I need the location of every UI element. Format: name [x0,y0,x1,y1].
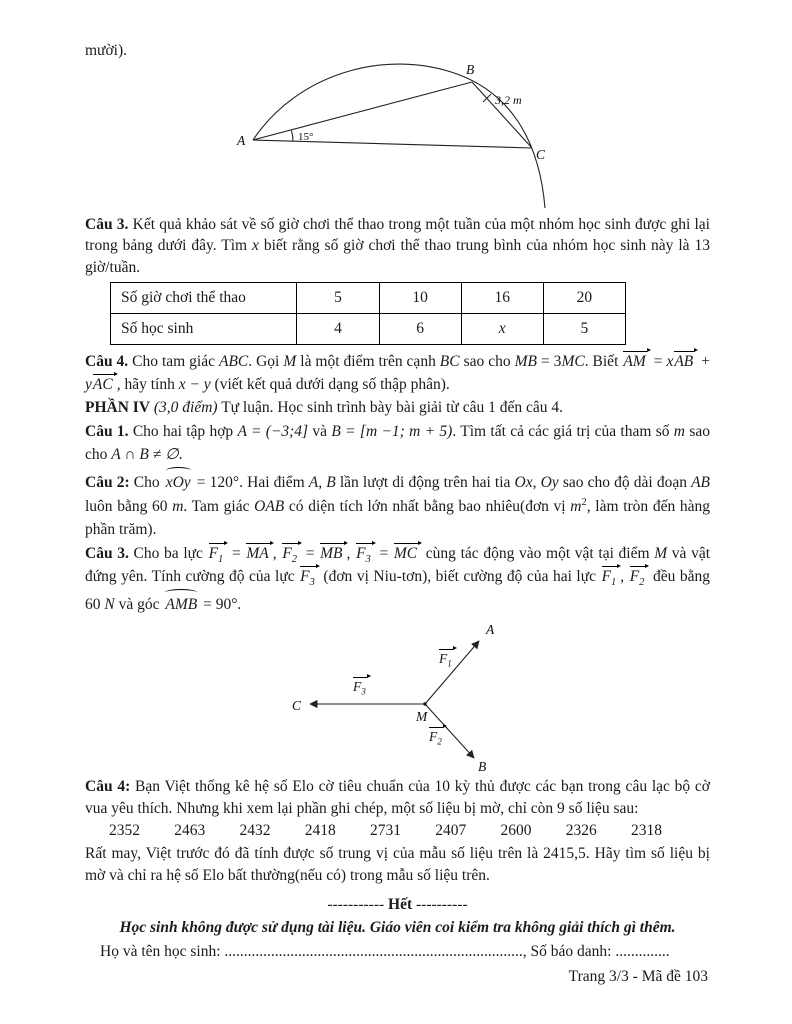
table-row [111,313,626,344]
text-run: và [308,422,332,440]
text-run: Bạn Việt thống kê hệ số Elo cờ tiêu chuẩn của 10 kỳ thủ được các bạn trong câu lạc bộ cờ vua yêu thích. Nhưng khi xem lại phần ghi chép, một số liệu bị mờ, chỉ còn 9 số liệu sau: [85,777,710,817]
math-run: A [308,474,319,492]
text-run: = [374,545,393,563]
vector-AM: AM [622,350,649,371]
text-run: , [532,474,541,492]
force-F3-label [352,676,370,695]
math-run: x [666,352,674,370]
end-divider [85,894,710,916]
force-symbol: F [601,568,612,586]
point-b-label: B [466,61,475,77]
end-label: Hết [388,896,413,914]
math-run: x [252,237,259,255]
math-run: M [283,352,297,370]
vector-MA: MA [245,542,272,563]
point-b-label: B [478,758,487,774]
text-run: Cho hai tập hợp [128,422,238,440]
math-run: OAB [254,497,285,515]
question-label: Câu 3. [85,215,129,233]
elo-value: 2418 [304,822,336,840]
text-run: và vật đứng yên. Tính cường độ của lực [85,545,711,586]
segment-BC [472,82,532,148]
text-run: là một điểm trên cạnh [296,352,440,370]
point-a-label: A [237,132,246,148]
text-run: . Biết [584,352,623,370]
carryover-text: mười). [85,42,127,59]
math-run: A ∩ B ≠ ∅ [111,446,179,464]
table-cell-students-header: Số học sinh [111,313,297,344]
text-run: , [318,474,327,492]
text-run: = [301,545,320,563]
survey-table [110,282,626,345]
math-run: M [654,545,668,563]
text-run: sao cho độ dài đoạn [558,474,692,492]
force-symbol: F [208,545,219,563]
math-run: y [85,376,92,393]
angle-value-label: 15° [298,130,314,143]
question-label: Câu 3. [85,545,129,563]
text-run: + [697,352,710,370]
points-label: (3,0 điểm) [150,399,218,417]
force-subscript: 1 [611,577,617,589]
force-F2-label [428,726,446,745]
math-run: ABC [218,352,249,370]
elo-value: 2318 [631,822,662,840]
vector-F2 [629,565,649,589]
question-2-part4 [85,467,710,541]
text-run: luôn bằng 60 [85,497,173,515]
force-F1-label [438,648,456,667]
text-run: cùng tác động vào một vật tại điểm [421,545,655,563]
text-run: , [620,568,629,586]
text-run: biết rằng số giờ chơi thể thao trung bình của nhóm học sinh này là 13 giờ/tuần. [85,237,710,277]
table-cell: 20 [543,282,625,313]
point-m-label: M [416,708,428,724]
text-run: . Tìm tất cả các giá trị của tham số [452,422,674,440]
vector-MC: MC [393,542,421,563]
math-run: m [172,497,184,515]
math-run: B [326,474,336,492]
elo-value: 2432 [239,822,271,840]
force-symbol: F [356,545,366,563]
force-subscript: 3 [365,554,371,566]
force-subscript: 3 [309,577,315,589]
table-cell: 5 [543,313,625,344]
math-run: N [104,595,115,613]
force-subscript: 2 [639,577,645,589]
vector-F3 [355,542,375,566]
force-subscript: 2 [291,554,298,566]
text-run: . Gọi [248,352,284,370]
math-run: BC [439,352,460,370]
vector-F3 [299,565,319,589]
text-run: , [272,545,282,563]
math-run: B = [m −1; m + 5) [331,422,453,440]
point-a-label: A [486,621,495,637]
question-label: Câu 2: [85,474,130,492]
math-run: Oy [540,474,559,492]
table-cell: 4 [297,313,379,344]
dashes: ---------- [412,896,468,914]
elo-value: 2352 [109,822,140,840]
angle-mark [292,130,294,141]
point-M-dot [423,702,426,705]
text-run: sao cho [85,422,710,464]
table-cell: 10 [379,282,461,313]
elo-value: 2407 [435,822,467,840]
exam-notice: Học sinh không được sử dụng tài liệu. Giáo viên coi kiểm tra không giải thích gì thêm. [119,919,676,937]
text-run: = [649,352,667,370]
math-run: MB [514,352,537,370]
part4-header [85,397,710,419]
table-cell: 5 [297,282,379,313]
math-run: AB [691,474,711,492]
force-symbol: F [429,728,438,744]
text-run: đều bằng 60 [85,568,711,613]
table-row [111,282,626,313]
angle-xOy: xOy [164,467,193,494]
text-run: sao cho [459,352,515,370]
text-run: và góc [114,595,164,613]
table-cell: 16 [461,282,543,313]
vector-AB: AB [673,350,697,371]
vector-F2 [281,542,301,566]
force-symbol: F [629,568,640,586]
text-run: Cho ba lực [128,545,208,563]
question-4-part3 [85,350,710,397]
vector-F1 [601,565,621,589]
text-run: = 90°. [199,595,242,613]
point-c-label: C [292,697,302,713]
math-run: Ox [514,474,533,492]
text-run: có diện tích lớn nhất bằng bao nhiêu(đơn vị [284,497,571,515]
text-run: Kết quả khảo sát về số giờ chơi thể thao trong một tuần của một nhóm học sinh được ghi lại trong bảng dưới đây. Tìm [85,215,710,255]
elo-value: 2600 [500,822,532,840]
question-label: Câu 4. [85,352,129,370]
segment-AC [253,140,532,148]
force-subscript: 1 [447,658,452,669]
text-run: = [227,545,246,563]
text-run: = 120°. Hai điểm [192,474,309,492]
student-name-line: Họ và tên học sinh: ............................................................................., Số báo danh: .............. [100,942,670,960]
math-run: x − y [178,376,211,393]
force-figure [290,620,520,772]
question-3-part4 [85,542,710,616]
force-symbol: F [300,568,310,586]
elo-value: 2731 [370,822,401,840]
force-subscript: 1 [218,554,224,566]
text-run: Cho [129,474,164,492]
question-4-part4-continued: Rất may, Việt trước đó đã tính được số trung vị của mẫu số liệu trên là 2415,5. Hãy tìm số liệu bị mờ và chỉ ra hệ số Elo bất thường(nếu có) trong mẫu số liệu trên. [85,845,710,884]
question-1-part4 [85,420,710,467]
table-cell-unknown-x: x [461,313,543,344]
force-symbol: F [353,678,362,694]
page-number: Trang 3/3 - Mã đề 103 [568,968,708,986]
segment-AB [253,82,472,140]
question-label: Câu 4: [85,777,131,795]
force-subscript: 3 [361,686,366,697]
force-symbol: F [282,545,292,563]
text-run: Cho tam giác [128,352,219,370]
vector-AC: AC [92,373,117,394]
math-run: MC [561,352,585,370]
text-run: (đơn vị Niu-tơn), biết cường độ của hai lực [318,568,601,586]
text-run: , [346,545,356,563]
text-run: Tự luận. Học sinh trình bày bài giải từ câu 1 đến câu 4. [217,399,563,417]
text-run: lần lượt di động trên hai tia [335,474,515,492]
arc-curve [253,61,545,208]
math-run: A = (−3;4] [237,422,309,440]
dashes: ----------- [327,896,389,914]
question-3-part3 [85,214,710,279]
math-run: m [673,422,685,440]
arc-figure-svg [225,61,577,210]
text-run: . [178,446,183,464]
math-run: m [570,497,582,515]
text-run: , làm tròn đến hàng phần trăm). [85,497,711,538]
question-4-part4 [85,776,710,819]
exponent: 2 [581,496,587,508]
arc-figure [225,61,577,210]
text-run: = 3 [536,352,562,370]
angle-AMB: AMB [163,589,199,616]
text-run: . Tam giác [183,497,255,515]
elo-value: 2463 [174,822,206,840]
table-cell: 6 [379,313,461,344]
question-label: Câu 1. [85,422,129,440]
vector-F1 [208,542,228,566]
elo-value: 2326 [565,822,597,840]
text-run: , hãy tính [116,376,179,393]
force-subscript: 2 [437,736,442,747]
point-c-label: C [536,146,546,162]
length-label: 3,2 m [495,92,522,107]
table-cell-hours-header: Số giờ chơi thể thao [111,282,297,313]
force-symbol: F [439,650,448,666]
vector-MB: MB [319,542,346,563]
text-run: (viết kết quả dưới dạng số thập phân). [210,376,450,393]
elo-values-row [85,820,710,842]
force-figure-svg [290,620,520,772]
part-label: PHẦN IV [85,399,151,417]
